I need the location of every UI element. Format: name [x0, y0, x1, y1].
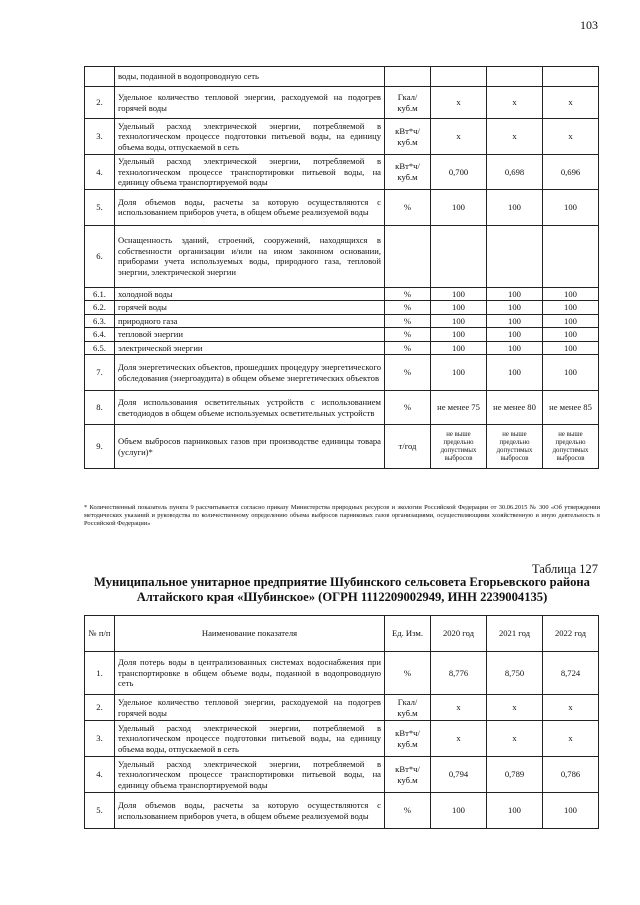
indicator-name: тепловой энергии: [115, 328, 385, 342]
unit-cell: т/год: [385, 425, 431, 469]
indicator-name: Удельный расход электрической энергии, потребляемой в технологическом процессе транспортировки питьевой воды, на единицу объема транспортируемой воды: [115, 757, 385, 793]
value-2022: 8,724: [543, 652, 599, 695]
value-2021: 100: [487, 287, 543, 301]
page-number: 103: [580, 18, 598, 32]
table-row: [85, 793, 599, 829]
unit-cell: %: [385, 189, 431, 225]
value-2020: не выше предельно допустимых выбросов: [431, 425, 487, 469]
row-number: 1.: [85, 652, 115, 695]
unit-cell: %: [385, 341, 431, 355]
value-2021: 8,750: [487, 652, 543, 695]
indicator-name: электрической энергии: [115, 341, 385, 355]
indicator-name: Удельный расход электрической энергии, потребляемой в технологическом процессе подготовки питьевой воды, на единицу объема воды, отпускаемой в сеть: [115, 721, 385, 757]
unit-cell: %: [385, 314, 431, 328]
indicator-name: Доля объемов воды, расчеты за которую осуществляются с использованием приборов учета, в общем объеме реализуемой воды: [115, 189, 385, 225]
value-2020: 100: [431, 301, 487, 315]
value-2022: 100: [543, 189, 599, 225]
indicator-name: Доля использования осветительных устройств с использованием светодиодов в общем объеме используемых осветительных устройств: [115, 391, 385, 425]
value-2022: 0,786: [543, 757, 599, 793]
row-number: 6.3.: [85, 314, 115, 328]
indicator-name: Удельное количество тепловой энергии, расходуемой на подогрев горячей воды: [115, 87, 385, 119]
row-number: 6.2.: [85, 301, 115, 315]
unit-cell: %: [385, 652, 431, 695]
row-number: 3.: [85, 721, 115, 757]
table-row: [85, 391, 599, 425]
unit-cell: %: [385, 355, 431, 391]
indicator-name: Удельный расход электрической энергии, потребляемой в технологическом процессе транспортировки питьевой воды, на единицу объема транспортируемой воды: [115, 155, 385, 190]
value-2020: [431, 67, 487, 87]
value-2021: 100: [487, 301, 543, 315]
table-body: [85, 67, 599, 469]
row-number: 6.: [85, 225, 115, 287]
row-number: 9.: [85, 425, 115, 469]
indicator-name: Удельный расход электрической энергии, потребляемой в технологическом процессе подготовки питьевой воды, на единицу объема воды, отпускаемой в сеть: [115, 119, 385, 155]
table-row: [85, 652, 599, 695]
value-2021: [487, 225, 543, 287]
table-row: [85, 314, 599, 328]
table-row: [85, 189, 599, 225]
value-2022: х: [543, 695, 599, 721]
value-2022: 100: [543, 287, 599, 301]
value-2020: 100: [431, 287, 487, 301]
value-2021: х: [487, 695, 543, 721]
table-row: [85, 87, 599, 119]
table-row: [85, 155, 599, 190]
header-num: № п/п: [85, 616, 115, 652]
header-year-2022: 2022 год: [543, 616, 599, 652]
value-2020: х: [431, 119, 487, 155]
value-2021: х: [487, 721, 543, 757]
indicator-name: природного газа: [115, 314, 385, 328]
row-number: [85, 67, 115, 87]
value-2022: х: [543, 721, 599, 757]
value-2020: х: [431, 721, 487, 757]
unit-cell: %: [385, 793, 431, 829]
value-2020: [431, 225, 487, 287]
row-number: 2.: [85, 695, 115, 721]
value-2022: 100: [543, 355, 599, 391]
value-2021: не менее 80: [487, 391, 543, 425]
row-number: 3.: [85, 119, 115, 155]
indicator-name: Доля энергетических объектов, прошедших процедуру энергетического обследования (энергоаудита) в общем объеме энергетических объектов: [115, 355, 385, 391]
row-number: 5.: [85, 793, 115, 829]
value-2022: не выше предельно допустимых выбросов: [543, 425, 599, 469]
row-number: 4.: [85, 757, 115, 793]
value-2020: 100: [431, 793, 487, 829]
value-2021: х: [487, 119, 543, 155]
indicators-table: [84, 615, 599, 829]
table-row: [85, 341, 599, 355]
value-2022: 100: [543, 341, 599, 355]
value-2021: не выше предельно допустимых выбросов: [487, 425, 543, 469]
indicator-name: горячей воды: [115, 301, 385, 315]
value-2020: 100: [431, 355, 487, 391]
value-2020: 8,776: [431, 652, 487, 695]
header-unit: Ед. Изм.: [385, 616, 431, 652]
value-2020: 100: [431, 328, 487, 342]
unit-cell: %: [385, 301, 431, 315]
header-year-2020: 2020 год: [431, 616, 487, 652]
table-row: [85, 225, 599, 287]
value-2022: [543, 225, 599, 287]
row-number: 5.: [85, 189, 115, 225]
value-2022: х: [543, 119, 599, 155]
unit-cell: [385, 67, 431, 87]
row-number: 4.: [85, 155, 115, 190]
value-2022: 100: [543, 328, 599, 342]
unit-cell: кВт*ч/ куб.м: [385, 155, 431, 190]
table-row: [85, 355, 599, 391]
unit-cell: кВт*ч/ куб.м: [385, 721, 431, 757]
header-name: Наименование показателя: [115, 616, 385, 652]
value-2022: [543, 67, 599, 87]
value-2020: х: [431, 695, 487, 721]
value-2021: 100: [487, 314, 543, 328]
value-2020: 100: [431, 341, 487, 355]
unit-cell: %: [385, 287, 431, 301]
table-row: [85, 119, 599, 155]
value-2022: 100: [543, 314, 599, 328]
header-year-2021: 2021 год: [487, 616, 543, 652]
indicator-name: Объем выбросов парниковых газов при производстве единицы товара (услуги)*: [115, 425, 385, 469]
value-2022: х: [543, 87, 599, 119]
unit-cell: Гкал/ куб.м: [385, 87, 431, 119]
table-row: [85, 67, 599, 87]
indicator-name: Оснащенность зданий, строений, сооружений, находящихся в собственности организации и/или на ином законном основании, приборами учета используемых воды, природного газа, тепловой энергии, электрической энергии: [115, 225, 385, 287]
value-2021: 100: [487, 189, 543, 225]
unit-cell: кВт*ч/ куб.м: [385, 119, 431, 155]
table-row: [85, 721, 599, 757]
value-2020: не менее 75: [431, 391, 487, 425]
row-number: 6.4.: [85, 328, 115, 342]
indicator-name: холодной воды: [115, 287, 385, 301]
value-2022: 0,696: [543, 155, 599, 190]
table-row: [85, 328, 599, 342]
unit-cell: %: [385, 391, 431, 425]
value-2021: [487, 67, 543, 87]
table-row: [85, 695, 599, 721]
row-number: 7.: [85, 355, 115, 391]
value-2022: 100: [543, 301, 599, 315]
value-2020: 100: [431, 189, 487, 225]
row-number: 6.1.: [85, 287, 115, 301]
organization-title: Муниципальное унитарное предприятие Шубинского сельсовета Егорьевского района Алтайского края «Шубинское» (ОГРН 1112209002949, ИНН 2239004135): [94, 575, 590, 604]
unit-cell: %: [385, 328, 431, 342]
indicator-name: Доля потерь воды в централизованных системах водоснабжения при транспортировке в общем объеме воды, поданной в водопроводную сеть: [115, 652, 385, 695]
value-2021: 100: [487, 341, 543, 355]
value-2021: 0,789: [487, 757, 543, 793]
table-row: [85, 301, 599, 315]
table-row: [85, 757, 599, 793]
row-number: 8.: [85, 391, 115, 425]
unit-cell: [385, 225, 431, 287]
value-2021: х: [487, 87, 543, 119]
value-2021: 100: [487, 328, 543, 342]
footnote: * Количественный показатель пункта 9 рассчитывается согласно приказу Министерства природных ресурсов и экологии Российской Федерации от 30.06.2015 № 300 «Об утверждении методических указаний и руководства по количественному определению объема выбросов парниковых газов организациями, осуществляющими хозяйственную и иную деятельность в Российской Федерации»: [84, 504, 600, 528]
indicator-name: воды, поданной в водопроводную сеть: [115, 67, 385, 87]
table-header-row: [85, 616, 599, 652]
value-2020: 0,794: [431, 757, 487, 793]
value-2021: 100: [487, 793, 543, 829]
value-2020: х: [431, 87, 487, 119]
value-2022: не менее 85: [543, 391, 599, 425]
indicators-table-continued: [84, 66, 599, 469]
indicator-name: Удельное количество тепловой энергии, расходуемой на подогрев горячей воды: [115, 695, 385, 721]
value-2022: 100: [543, 793, 599, 829]
unit-cell: кВт*ч/ куб.м: [385, 757, 431, 793]
indicator-name: Доля объемов воды, расчеты за которую осуществляются с использованием приборов учета, в общем объеме реализуемой воды: [115, 793, 385, 829]
value-2020: 0,700: [431, 155, 487, 190]
value-2020: 100: [431, 314, 487, 328]
row-number: 2.: [85, 87, 115, 119]
value-2021: 100: [487, 355, 543, 391]
table-body: [85, 652, 599, 829]
row-number: 6.5.: [85, 341, 115, 355]
value-2021: 0,698: [487, 155, 543, 190]
unit-cell: Гкал/ куб.м: [385, 695, 431, 721]
table-row: [85, 287, 599, 301]
table-label: Таблица 127: [532, 562, 598, 576]
table-row: [85, 425, 599, 469]
